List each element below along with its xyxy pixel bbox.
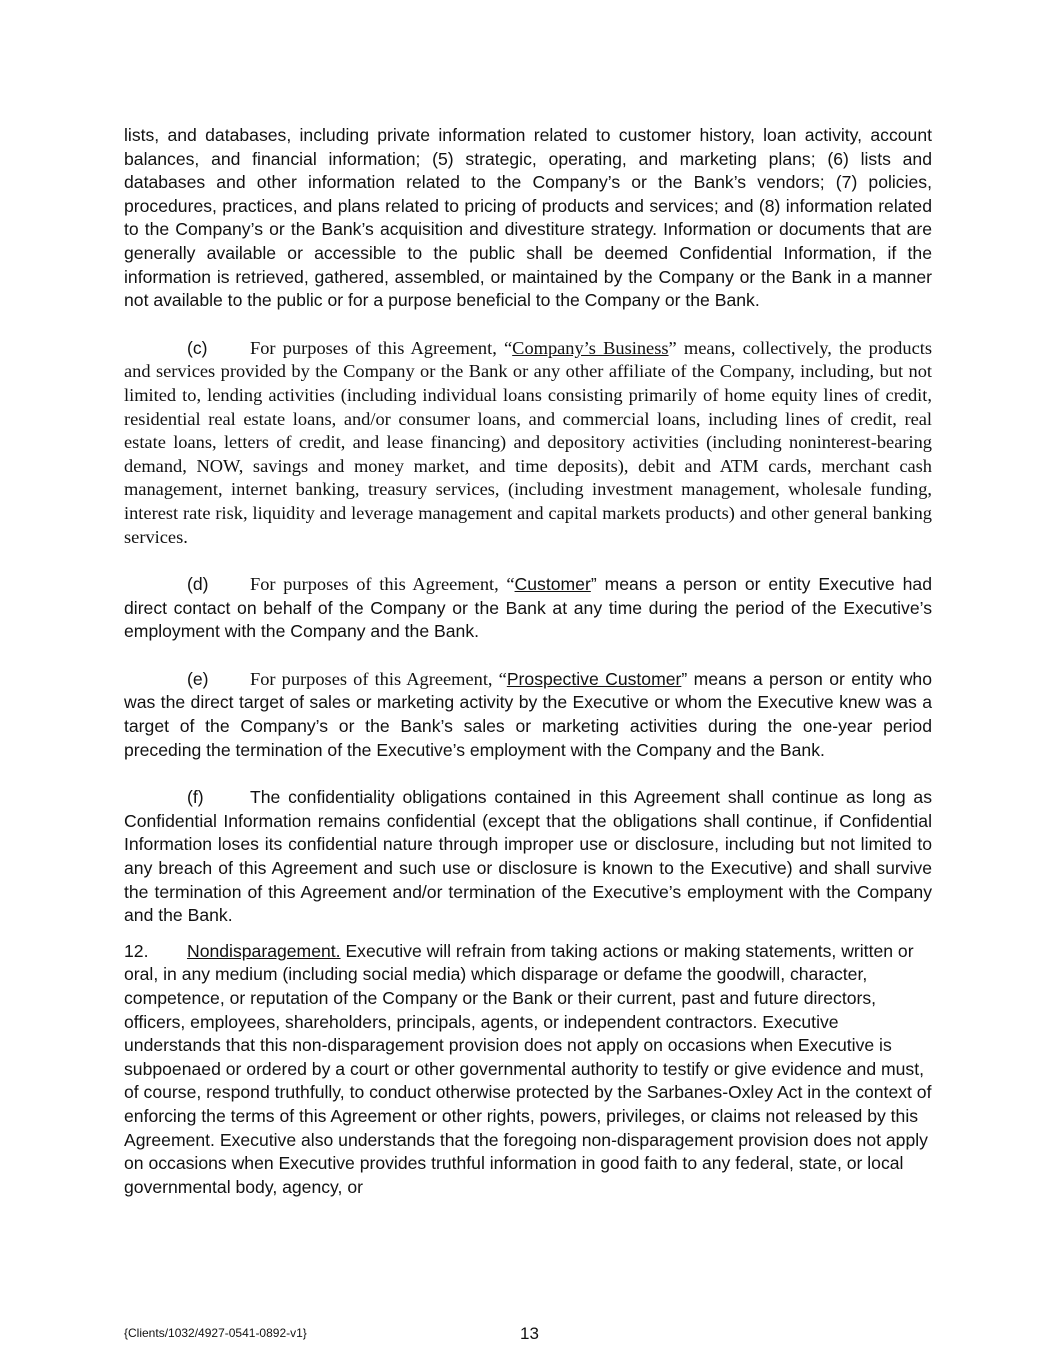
defined-term-customer: Customer (514, 574, 591, 595)
paragraph-e-label: (e) (187, 668, 209, 689)
section-12-number: 12. (124, 940, 149, 961)
paragraph-c (124, 337, 932, 549)
paragraph-c-intro: For purposes of this Agreement, “ (250, 337, 513, 358)
section-12 (124, 940, 932, 1200)
paragraph-d (124, 573, 932, 644)
page-number: 13 (520, 1324, 539, 1343)
paragraph-e (124, 668, 932, 762)
footer-document-id: {Clients/1032/4927-0541-0892-v1} (124, 1326, 307, 1340)
paragraph-c-label: (c) (187, 337, 208, 358)
paragraph-d-rest: ” means a person or entity Executive had direct contact on behalf of the Company or the Bank at any time during the period of the Executive’s employment with the Company and the Bank. (124, 574, 932, 642)
paragraph-f-label: (f) (187, 787, 204, 808)
section-12-text: Executive will refrain from taking actions or making statements, written or oral, in any medium (including social media) which disparage or defame the goodwill, character, competence, or reputation of the Company or the Bank or their current, past and future directors, officers, employees, shareholders, principals, agents, or independent contractors. Executive understands that this non-disparagement provision does not apply on occasions when Executive is subpoenaed or ordered by a court or other governmental authority to testify or give evidence and must, of course, respond truthfully, to conduct otherwise protected by the Sarbanes-Oxley Act in the context of enforcing the terms of this Agreement or other rights, powers, privileges, or claims not released by this Agreement. Executive also understands that the foregoing non-disparagement provision does not apply on occasions when Executive provides truthful information in good faith to any federal, state, or local governmental body, agency, or (124, 940, 932, 1197)
section-12-heading: Nondisparagement. (187, 940, 341, 961)
paragraph-e-rest: ” means a person or entity who was the direct target of sales or marketing activity by the Executive or whom the Executive knew was a target of the Company’s or the Bank’s sales or marketing activities during the one-year period preceding the termination of the Executive’s employment with the Company and the Bank. (124, 668, 932, 760)
defined-term-companys-business: Company’s Business (512, 337, 669, 358)
paragraph-e-intro: For purposes of this Agreement, “ (250, 668, 507, 689)
defined-term-prospective-customer: Prospective Customer (506, 668, 682, 689)
paragraph-c-rest: ” means, collectively, the products and services provided by the Company or the Bank or any other affiliate of the Company, including, but not limited to, lending activities (including individual loans consisting primarily of home equity lines of credit, residential real estate loans, and/or consumer loans, and commercial loans, including lines of credit, real estate loans, letters of credit, and lease financing) and depository activities (including noninterest-bearing demand, NOW, savings and money market, and time deposits), debit and ATM cards, merchant cash management, internet banking, treasury services, (including investment management, wholesale funding, interest rate risk, liquidity and leverage management and capital markets products) and other general banking services. (124, 337, 933, 547)
paragraph-d-intro: For purposes of this Agreement, “ (250, 574, 515, 595)
paragraph-d-label: (d) (187, 574, 209, 595)
paragraph-f-text: The confidentiality obligations contained in this Agreement shall continue as long as Confidential Information remains confidential (except that the obligations shall continue, if Confidential Information loses its confidential nature through improper use or disclosure, including but not limited to any breach of this Agreement and such use or disclosure is known to the Executive) and shall survive the termination of this Agreement and/or termination of the Executive’s employment with the Company and the Bank. (124, 787, 932, 926)
document-page (124, 124, 932, 1199)
paragraph-continuation: lists, and databases, including private information related to customer history, loan activity, account balances, and financial information; (5) strategic, operating, and marketing plans; (6) lists and databases and other information related to the Company’s or the Bank’s vendors; (7) policies, procedures, practices, and plans related to pricing of products and services; and (8) information related to the Company’s or the Bank’s acquisition and divestiture strategy. Information or documents that are generally available or accessible to the public shall be deemed Confidential Information, if the information is retrieved, gathered, assembled, or maintained by the Company or the Bank in a manner not available to the public or for a purpose beneficial to the Company or the Bank. (124, 125, 932, 311)
paragraph-f (124, 786, 932, 928)
